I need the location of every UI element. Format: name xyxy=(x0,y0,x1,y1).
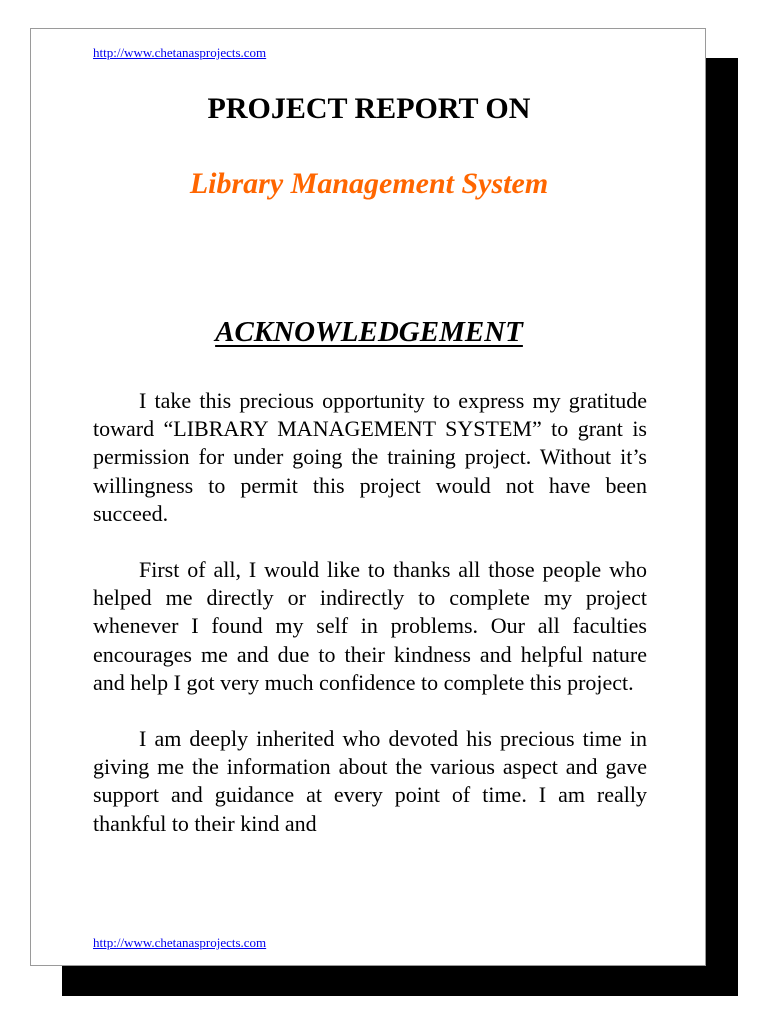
section-heading: ACKNOWLEDGEMENT xyxy=(215,316,523,348)
page-subtitle: Library Management System xyxy=(189,167,549,200)
header-link[interactable]: http://www.chetanasprojects.com xyxy=(93,45,267,60)
paragraph-1: I take this precious opportunity to express my gratitude toward “LIBRARY MANAGEMENT SYSTEM” to grant is permission for under going the training project. Without it’s willingness to permit this project would not have been succeed. xyxy=(93,388,647,526)
paragraph-2: First of all, I would like to thanks all those people who helped me directly or indirectly to complete my project whenever I found my self in problems. Our all faculties encourages me and due to their kindness and helpful nature and help I got very much confidence to complete this project. xyxy=(93,557,647,695)
paragraph-3: I am deeply inherited who devoted his precious time in giving me the information about the various aspect and gave support and guidance at every point of time. I am really thankful to their kind and xyxy=(93,726,647,836)
document-page xyxy=(30,28,706,966)
footer-link[interactable]: http://www.chetanasprojects.com xyxy=(93,935,267,950)
body-text xyxy=(93,387,647,866)
page-title: PROJECT REPORT ON xyxy=(207,92,531,125)
